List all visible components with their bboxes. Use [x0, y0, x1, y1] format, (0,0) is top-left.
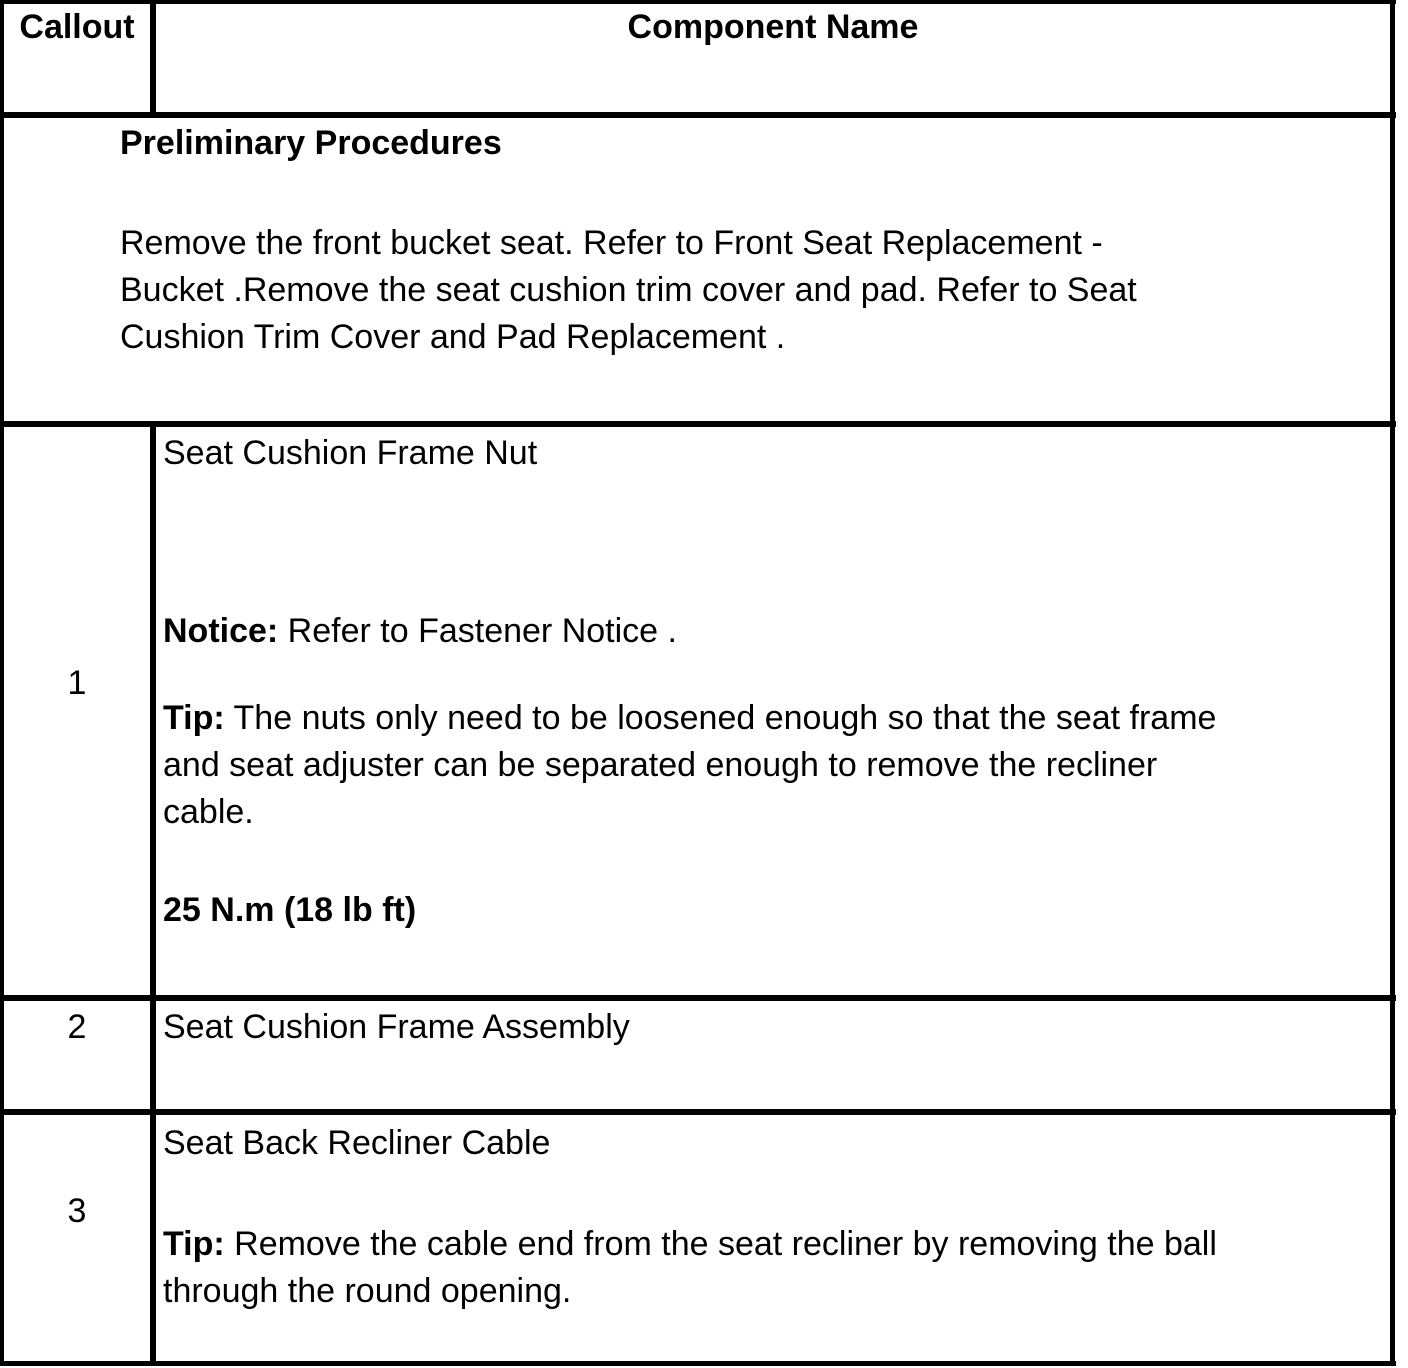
- row1-divider: [0, 995, 1396, 1001]
- preliminary-line: Bucket .Remove the seat cushion trim cover and pad. Refer to Seat: [120, 271, 1137, 309]
- preliminary-line: Cushion Trim Cover and Pad Replacement .: [120, 318, 786, 356]
- notice-text: Refer to Fastener Notice .: [278, 612, 677, 650]
- tip-label: Tip:: [163, 699, 225, 737]
- header-callout: Callout: [19, 8, 135, 46]
- row1-component-name: Seat Cushion Frame Nut: [163, 434, 538, 472]
- preliminary-title: Preliminary Procedures: [120, 124, 502, 162]
- tip-text: The nuts only need to be loosened enough so that the seat frame: [224, 699, 1217, 737]
- row1-tip-line: cable.: [163, 793, 254, 831]
- row1-callout: 1: [67, 664, 87, 702]
- row3-component-name: Seat Back Recliner Cable: [163, 1124, 551, 1162]
- row3-callout: 3: [67, 1192, 87, 1230]
- row3-tip-line: [163, 1221, 1217, 1267]
- table-border-right: [1390, 0, 1395, 1366]
- row1-tip-line: [163, 695, 1216, 741]
- row2-callout: 2: [67, 1008, 87, 1046]
- header-divider: [0, 112, 1396, 118]
- row1-notice: [163, 608, 677, 654]
- row1-tip-line: and seat adjuster can be separated enough to remove the recliner: [163, 746, 1158, 784]
- table-border-bottom: [0, 1361, 1396, 1366]
- row1-torque: 25 N.m (18 lb ft): [163, 891, 417, 929]
- notice-label: Notice:: [163, 612, 279, 650]
- column-divider-body: [150, 421, 156, 1366]
- header-component-name: Component Name: [627, 8, 919, 46]
- preliminary-line: Remove the front bucket seat. Refer to Front Seat Replacement -: [120, 224, 1103, 262]
- preliminary-divider: [0, 421, 1396, 427]
- row2-divider: [0, 1109, 1396, 1115]
- row2-component-name: Seat Cushion Frame Assembly: [163, 1008, 630, 1046]
- tip-label: Tip:: [163, 1225, 225, 1263]
- tip-text: Remove the cable end from the seat recliner by removing the ball: [224, 1225, 1217, 1263]
- row3-tip-line: through the round opening.: [163, 1272, 572, 1310]
